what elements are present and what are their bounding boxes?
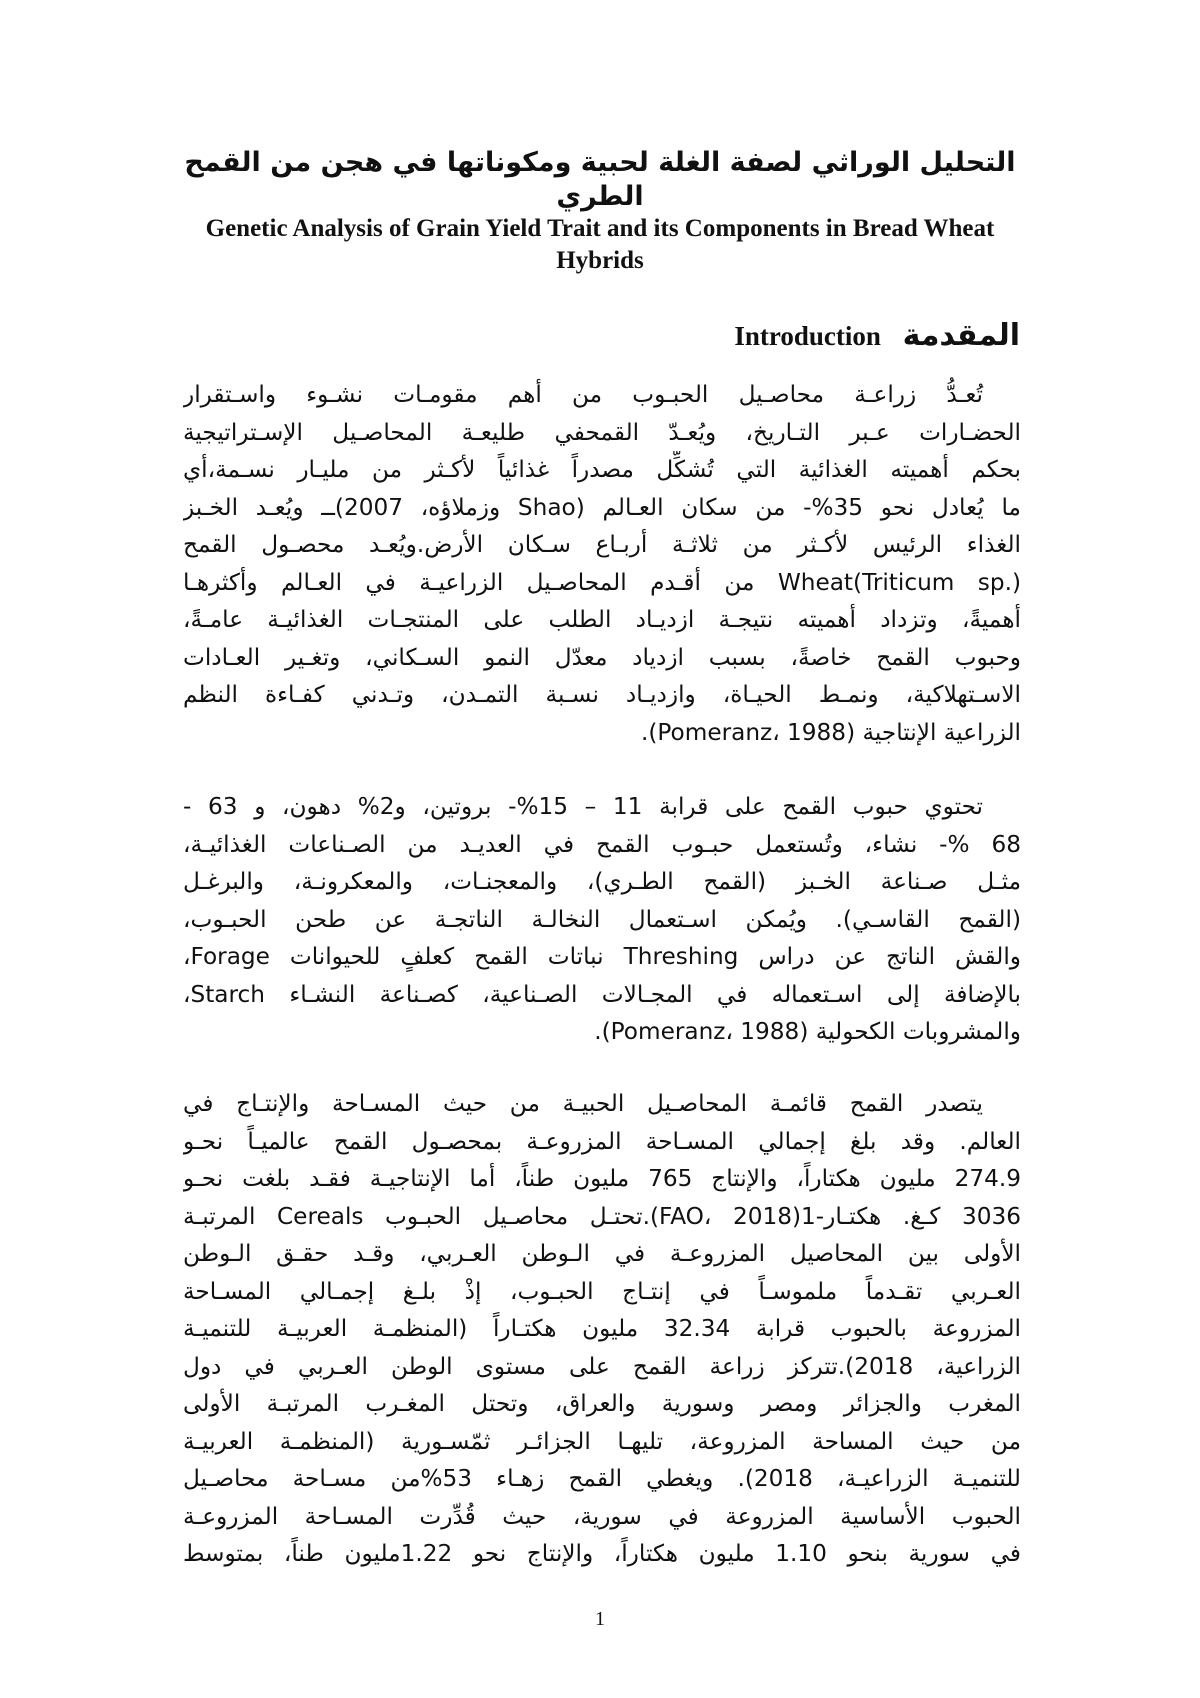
arabic-title: التحليل الوراثي لصفة الغلة لحبية ومكوناتها في هجن من القمح الطري bbox=[184, 147, 1016, 212]
paragraph-line: الزراعية الإنتاجية (Pomeranz، 1988). bbox=[640, 718, 1021, 746]
paragraph-line: بحكم أهميته الغذائية التي تُشكِّل مصدراً غذائياً لأكـثر من مليـار نسـمة،أي bbox=[183, 456, 1021, 483]
paragraph-line: الزراعية، 2018).تتركز زراعة القمح على مستوى الوطن العـربي في دول bbox=[183, 1352, 1021, 1380]
paragraph-1 bbox=[183, 376, 1021, 751]
paragraph-2 bbox=[183, 788, 1021, 1051]
section-heading bbox=[180, 318, 1020, 354]
paragraph-line: وحبوب القمح خاصةً، بسبب ازدياد معدّل النمو السـكاني، وتغـير العـادات bbox=[183, 643, 1021, 671]
paragraph-line: يتصدر القمح قائمـة المحاصـيل الحبيـة من حيث المسـاحة والإنتـاج في bbox=[183, 1090, 983, 1117]
paragraph-line: والقش الناتج عن دراس Threshing نباتات القمح كعلفٍ للحيوانات Forage، bbox=[183, 943, 1021, 970]
paragraph-line: الحضـارات عـبر التـاريخ، ويُعـدّ القمحفي طليعـة المحاصـيل الإسـتراتيجية bbox=[183, 418, 1021, 446]
paragraph-line: من حيث المساحة المزروعة، تليهـا الجزائـر ثمّسـورية (المنظمـة العربيـة bbox=[183, 1427, 1021, 1455]
paragraph-line: والمشروبات الكحولية (Pomeranz، 1988). bbox=[594, 1018, 1021, 1045]
paragraph-line: تُعـدُّ زراعـة محاصـيل الحبـوب من أهم مقومـات نشـوء واسـتقرار bbox=[183, 381, 983, 408]
paragraph-line: ما يُعادل نحو 35%- من سكان العـالم (Shao وزملاؤه، 2007)ــ ويُعـد الخـبز bbox=[183, 493, 1021, 521]
paragraph-line: المغرب والجزائر ومصر وسورية والعراق، وتحتل المغـرب المرتبـة الأولى bbox=[183, 1390, 1021, 1417]
paragraph-line: 274.9 مليون هكتاراً، والإنتاج 765 مليون طناً، أما الإنتاجيـة فقـد بلغت نحـو bbox=[183, 1165, 1021, 1192]
section-heading-arabic: المقدمة bbox=[902, 318, 1020, 353]
paragraph-line: 3036 كـغ. هكتـار-1(FAO، 2018).تحتـل محاصـيل الحبـوب Cereals المرتبـة bbox=[183, 1202, 1021, 1230]
paragraph-line: الغذاء الرئيس لأكـثر من ثلاثـة أربـاع سـكان الأرض.ويُعـد محصـول القمح bbox=[183, 531, 1021, 558]
paragraph-line: الأولى بين المحاصيل المزروعـة في الـوطن العـربي، وقـد حقـق الـوطن bbox=[183, 1240, 1021, 1267]
paragraph-line: Wheat(Triticum sp.) من أقـدم المحاصـيل الزراعيـة في العـالم وأكثرهـا bbox=[183, 568, 1021, 596]
paragraph-line: أهميةً، وتزداد أهميته نتيجـة ازديـاد الطلب على المنتجـات الغذائيـة عامـةً، bbox=[183, 606, 1021, 633]
paragraph-line: (القمح القاسـي). ويُمكن اسـتعمال النخالـة الناتجـة عن طحن الحبـوب، bbox=[183, 905, 1021, 933]
section-heading-english: Introduction bbox=[734, 321, 881, 351]
paragraph-line: 68 %- نشاء، وتُستعمل حبـوب القمح في العديـد من الصـناعات الغذائيـة، bbox=[183, 830, 1021, 858]
page-number: 1 bbox=[595, 1608, 605, 1630]
paragraph-line: للتنميـة الزراعيـة، 2018). ويغطي القمح زهـاء 53%من مسـاحة محاصـيل bbox=[183, 1465, 1021, 1492]
paragraph-line: المزروعة بالحبوب قرابة 32.34 مليون هكتـاراً (المنظمـة العربيـة للتنميـة bbox=[183, 1315, 1021, 1342]
paragraph-line: مثـل صـناعة الخـبز (القمح الطـري)، والمعجنـات، والمعكرونـة، والبرغـل bbox=[183, 868, 1021, 895]
paragraph-line: بالإضافة إلى اسـتعماله في المجـالات الصـناعية، كصـناعة النشـاء Starch، bbox=[183, 980, 1021, 1008]
paragraph-line: الاسـتهلاكية، ونمـط الحيـاة، وازديـاد نسـبة التمـدن، وتـدني كفـاءة النظم bbox=[183, 681, 1021, 708]
paragraph-3 bbox=[183, 1085, 1021, 1573]
paragraph-line: العـربي تقـدماً ملموسـاً في إنتـاج الحبـوب، إذْ بلـغ إجمـالي المسـاحة bbox=[183, 1277, 1021, 1305]
english-title: Genetic Analysis of Grain Yield Trait and its Components in Bread Wheat Hybrids bbox=[205, 215, 995, 274]
paragraph-line: العالم. وقد بلغ إجمالي المسـاحة المزروعـة بمحصـول القمح عالميـاً نحـو bbox=[183, 1127, 1021, 1155]
paragraph-line: في سورية بنحو 1.10 مليون هكتاراً، والإنتاج نحو 1.22مليون طناً، بمتوسط bbox=[183, 1540, 1021, 1567]
paragraph-line: الحبوب الأساسية المزروعة في سورية، حيث قُدِّرت المسـاحة المزروعـة bbox=[183, 1502, 1021, 1530]
paragraph-line: تحتوي حبوب القمح على قرابة 11 – 15%- بروتين، و2% دهون، و 63 - bbox=[183, 793, 984, 820]
